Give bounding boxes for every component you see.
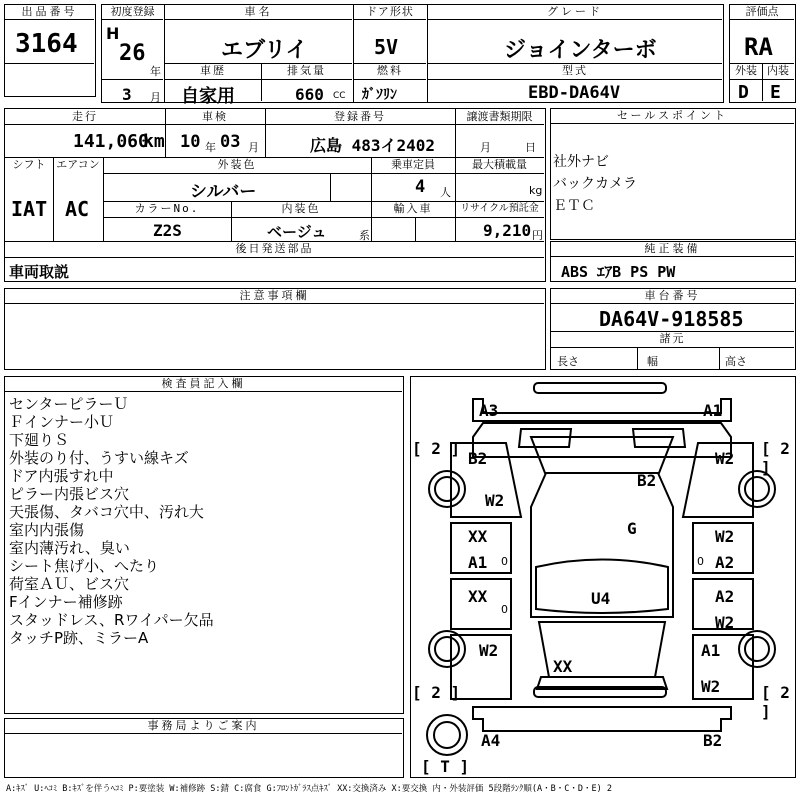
- door-label: ドア形状: [354, 5, 426, 20]
- aircon: AC: [65, 197, 90, 221]
- height-label: 高さ: [725, 355, 747, 368]
- model: EBD-DA64V: [528, 83, 621, 103]
- mark-front-right: A1: [703, 401, 723, 420]
- inspector-notes-list: [9, 395, 214, 647]
- tire-fl: [ 2 ]: [412, 439, 461, 458]
- inspector-notes-box: [4, 376, 404, 714]
- note-line: 室内内張傷: [9, 521, 85, 539]
- deadline-month-unit: 月: [480, 141, 491, 154]
- sales-point-item: ＥＴＣ: [553, 198, 595, 214]
- car-name-label: 車名: [165, 5, 352, 20]
- genuine-equip: ABS ｴｱB PS PW: [561, 263, 676, 281]
- inspection-year-unit: 年: [205, 141, 216, 154]
- score-box: [729, 4, 796, 103]
- recycle-unit: 円: [532, 229, 543, 242]
- mileage-unit: km: [143, 131, 165, 152]
- sales-point-item: バックカメラ: [553, 176, 637, 192]
- history-label: 車歴: [200, 64, 226, 77]
- score: RA: [744, 33, 773, 61]
- mark-a1-left: A1: [468, 553, 488, 572]
- note-line: スタッドレス、Rワイパー欠品: [9, 611, 214, 629]
- note-line: 荷室ＡＵ、ビス穴: [9, 575, 130, 593]
- car-name: エブリイ: [221, 38, 308, 63]
- grade-box: [427, 4, 724, 103]
- inspection-month-unit: 月: [248, 141, 259, 154]
- max-load-label: 最大積載量: [472, 158, 527, 171]
- tire-spare: [ T ]: [421, 757, 470, 776]
- mark-w2-right-4: W2: [701, 677, 721, 696]
- dimensions-label: 諸元: [659, 332, 686, 345]
- inspector-notes-label: 検査員記入欄: [5, 377, 402, 392]
- tire-rr: [ 2 ]: [761, 683, 790, 721]
- registration-number: 広島 483イ2402: [310, 136, 436, 155]
- max-load-unit: kg: [529, 184, 543, 197]
- interior-grade: E: [770, 82, 781, 103]
- model-label: 型式: [562, 64, 588, 77]
- grade-label: グレード: [428, 5, 722, 20]
- mark-a1-right: A1: [701, 641, 721, 660]
- mark-w2-right: W2: [715, 449, 735, 468]
- mark-zero-right-1: 0: [697, 555, 704, 568]
- era: H: [106, 24, 120, 43]
- mark-w2-left-2: W2: [479, 641, 499, 660]
- lot-box: [4, 4, 96, 97]
- mark-u4-center: U4: [591, 589, 611, 608]
- note-line: 室内薄汚れ、臭い: [9, 539, 130, 557]
- year-unit: 年: [150, 65, 161, 78]
- car-diagram-box: [410, 376, 796, 778]
- mark-rear-left: A4: [481, 731, 501, 750]
- interior-color-unit: 系: [359, 229, 370, 242]
- import-label: 輸入車: [393, 202, 433, 215]
- note-line: ドア内張すれ中: [9, 467, 114, 485]
- genuine-equip-box: [550, 241, 796, 282]
- month-unit: 月: [150, 91, 161, 104]
- deadline-day-unit: 日: [525, 141, 536, 154]
- office-notice-box: [4, 718, 404, 778]
- note-line: 下廻りＳ: [9, 431, 70, 449]
- interior-color: ベージュ: [267, 223, 327, 241]
- mark-w2-right-2: W2: [715, 527, 735, 546]
- genuine-equip-label: 純正装備: [551, 242, 794, 257]
- recycle-label: リサイクル預託金: [460, 203, 539, 214]
- score-label: 評価点: [730, 5, 794, 20]
- note-line: 天張傷、タバコ穴中、汚れ大: [9, 503, 204, 521]
- note-line: 外装のり付、うすい線キズ: [9, 449, 189, 467]
- note-line: Ｆインナー小Ｕ: [9, 413, 115, 431]
- spec-block: [4, 108, 546, 282]
- displacement-unit: CC: [333, 91, 346, 101]
- history: 自家用: [181, 86, 235, 107]
- tire-rl: [ 2 ]: [412, 683, 461, 702]
- sales-point-box: [550, 108, 796, 240]
- mark-a2-right: A2: [715, 553, 735, 572]
- color-no-label: カラーNo.: [134, 202, 200, 215]
- note-line: センターピラーＵ: [9, 395, 129, 413]
- aircon-label: エアコン: [56, 158, 100, 171]
- exterior-grade: D: [738, 82, 749, 103]
- later-parts: 車両取説: [9, 263, 70, 281]
- legend: A:ｷｽﾞ U:ﾍｺﾐ B:ｷｽﾞを伴うﾍｺﾐ P:要塗装 W:補修跡 S:錆 C:腐食 G:ﾌﾛﾝﾄｶﾞﾗｽ点ｷｽﾞ XX:交換済み X:要交換 内・外装評価 5段階ﾗﾝｸ順(A・B・C・D・E) 2: [6, 784, 612, 794]
- fuel: ｶﾞｿﾘﾝ: [362, 87, 397, 103]
- note-line: ピラー内張ビス穴: [9, 485, 130, 503]
- caution-box: [4, 288, 546, 370]
- chassis-box: [550, 288, 796, 370]
- note-line: Fインナー補修跡: [9, 593, 123, 611]
- mark-b2-center: B2: [637, 471, 657, 490]
- color: シルバー: [190, 182, 257, 202]
- fuel-label: 燃料: [377, 64, 403, 77]
- mark-zero-left-2: 0: [501, 603, 508, 616]
- mark-a2-right-2: A2: [715, 587, 735, 606]
- interior-label: 内装: [767, 64, 789, 77]
- inspection-month: 03: [220, 132, 241, 152]
- chassis-number: DA64V-918585: [599, 307, 744, 331]
- door-type: 5V: [374, 35, 399, 59]
- mileage-label: 走行: [72, 110, 98, 123]
- inspection-year: 10: [180, 132, 201, 152]
- lot-label: 出品番号: [5, 5, 94, 20]
- sales-point-item: 社外ナビ: [553, 154, 609, 170]
- interior-color-label: 内装色: [281, 202, 321, 215]
- capacity-label: 乗車定員: [391, 158, 435, 171]
- inspection-label: 車検: [202, 110, 228, 123]
- capacity-unit: 人: [440, 186, 451, 199]
- later-parts-label: 後日発送部品: [235, 242, 314, 255]
- first-reg-year: 26: [119, 41, 146, 66]
- mark-xx-left-1: XX: [468, 527, 488, 546]
- color-label: 外装色: [217, 158, 257, 171]
- sales-point-label: セールスポイント: [551, 109, 794, 124]
- first-reg-label: 初度登録: [102, 5, 163, 20]
- tire-fr: [ 2 ]: [761, 439, 790, 477]
- displacement: 660: [295, 85, 324, 104]
- mileage: 141,060: [73, 131, 149, 152]
- sales-point-list: [553, 151, 637, 217]
- mark-xx-left-2: XX: [468, 587, 488, 606]
- transfer-deadline-label: 譲渡書類期限: [466, 110, 533, 123]
- first-reg-box: [101, 4, 165, 103]
- mark-g-center: G: [627, 519, 637, 538]
- mark-w2-left: W2: [485, 491, 505, 510]
- door-box: [353, 4, 428, 103]
- lot-number: 3164: [15, 29, 78, 59]
- width-label: 幅: [647, 355, 658, 368]
- car-outline-diagram: [411, 377, 794, 776]
- caution-label: 注意事項欄: [5, 289, 544, 304]
- note-line: シート焦げ小、へたり: [9, 557, 160, 575]
- note-line: タッチP跡、ミラーA: [9, 629, 149, 647]
- chassis-label: 車台番号: [551, 289, 794, 304]
- exterior-label: 外装: [735, 64, 757, 77]
- mark-w2-right-3: W2: [715, 613, 735, 632]
- mark-rear-right: B2: [703, 731, 723, 750]
- car-name-box: [164, 4, 354, 107]
- mark-b2-left: B2: [468, 449, 488, 468]
- length-label: 長さ: [557, 355, 579, 368]
- registration-label: 登録番号: [334, 110, 386, 123]
- color-no: Z2S: [153, 221, 182, 240]
- first-reg-month: 3: [122, 85, 132, 104]
- mark-xx-center: XX: [553, 657, 573, 676]
- grade: ジョインターボ: [504, 38, 657, 63]
- office-notice-label: 事務局よりご案内: [5, 719, 402, 734]
- shift: IAT: [11, 197, 48, 221]
- recycle: 9,210: [483, 221, 532, 240]
- displacement-label: 排気量: [287, 64, 326, 77]
- shift-label: シフト: [12, 158, 46, 171]
- mark-zero-left-1: 0: [501, 555, 508, 568]
- capacity: 4: [415, 177, 426, 197]
- mark-front-left: A3: [479, 401, 499, 420]
